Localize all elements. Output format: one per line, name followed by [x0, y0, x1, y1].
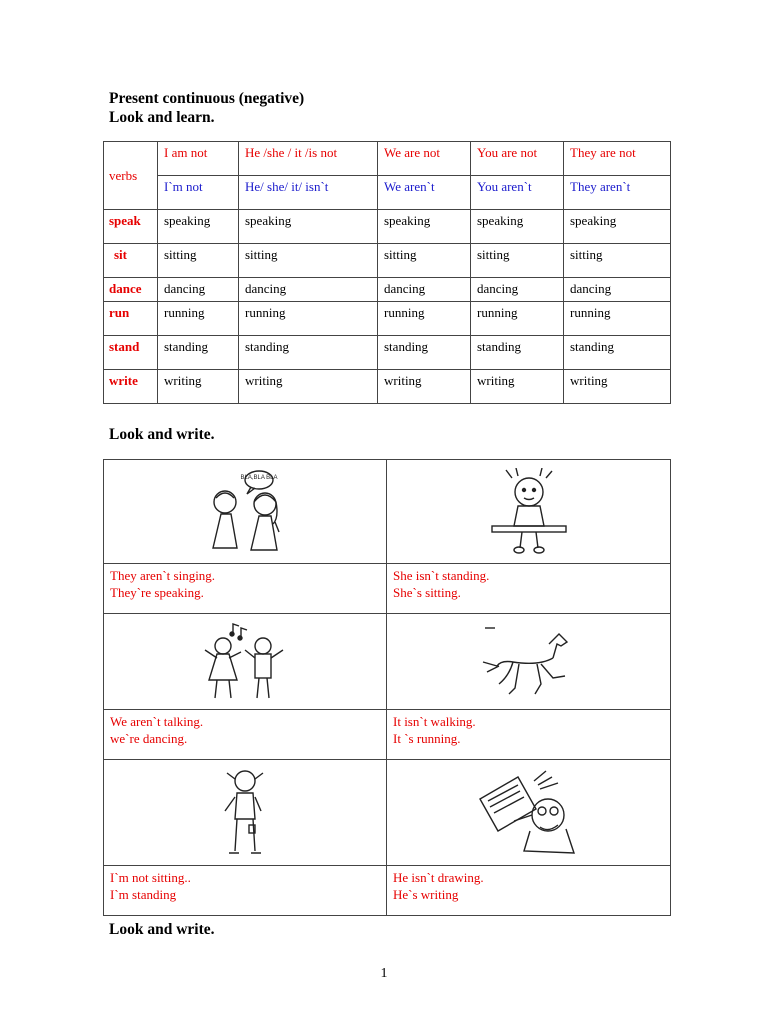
answer-cell-6 — [387, 866, 671, 916]
positive-sentence: It `s running. — [393, 731, 461, 746]
verb-row — [104, 302, 671, 336]
children-dancing-icon — [197, 622, 293, 702]
section-heading-look-and-learn: Look and learn. — [109, 109, 215, 126]
header-he-she-it-is-not: He /she / it /is not — [239, 142, 378, 176]
verb-form-cell: writing — [471, 370, 564, 404]
positive-sentence: They`re speaking. — [110, 585, 204, 600]
verb-form-cell: writing — [158, 370, 239, 404]
answer-cell-4 — [387, 710, 671, 760]
verb-form-cell: dancing — [471, 278, 564, 302]
answer-cell-3 — [104, 710, 387, 760]
verb-form-cell: standing — [158, 336, 239, 370]
section-heading-look-and-write: Look and write. — [109, 426, 215, 443]
verbs-label: verbs — [109, 168, 138, 183]
header-im-not: I`m not — [158, 176, 239, 210]
header-they-arent: They aren`t — [564, 176, 671, 210]
verb-cell: speak — [104, 210, 158, 244]
verb-form-cell: sitting — [471, 244, 564, 278]
negative-sentence: He isn`t drawing. — [393, 870, 484, 885]
positive-sentence: we`re dancing. — [110, 731, 188, 746]
verb-form-cell: writing — [564, 370, 671, 404]
verb-form-cell: dancing — [564, 278, 671, 302]
negative-sentence: We aren`t talking. — [110, 714, 204, 729]
verb-form-cell: running — [158, 302, 239, 336]
verb-form-cell: running — [471, 302, 564, 336]
verb-form-cell: standing — [564, 336, 671, 370]
header-we-are-not: We are not — [378, 142, 471, 176]
negative-sentence: It isn`t walking. — [393, 714, 476, 729]
verb-form-cell: running — [239, 302, 378, 336]
speech-bubble-text: BLA,BLA BLA — [240, 474, 278, 481]
verb-form-cell: speaking — [158, 210, 239, 244]
verb-row — [104, 210, 671, 244]
verb-form-cell: speaking — [239, 210, 378, 244]
header-i-am-not: I am not — [158, 142, 239, 176]
verb-cell: run — [104, 302, 158, 336]
negative-sentence: They aren`t singing. — [110, 568, 216, 583]
worksheet-title: Present continuous (negative) — [109, 90, 305, 107]
horse-running-icon — [479, 622, 579, 702]
verb-cell: stand — [104, 336, 158, 370]
verb-form-cell: sitting — [564, 244, 671, 278]
answer-cell-2 — [387, 564, 671, 614]
verb-form-cell: sitting — [378, 244, 471, 278]
positive-sentence: I`m standing — [110, 887, 177, 902]
header-row-full-forms — [104, 142, 671, 176]
look-and-write-grid — [103, 459, 671, 916]
verb-row — [104, 370, 671, 404]
verb-row — [104, 336, 671, 370]
man-writing-icon — [474, 769, 584, 857]
girl-sitting-icon — [484, 468, 574, 556]
verb-form-cell: writing — [239, 370, 378, 404]
header-he-she-it-isnt: He/ she/ it/ isn`t — [239, 176, 378, 210]
girl-sitting-picture — [387, 460, 671, 564]
verb-row — [104, 244, 671, 278]
answer-cell-1 — [104, 564, 387, 614]
verb-row — [104, 278, 671, 302]
positive-sentence: She`s sitting. — [393, 585, 461, 600]
verb-form-cell: writing — [378, 370, 471, 404]
negative-sentence: I`m not sitting.. — [110, 870, 191, 885]
header-they-are-not: They are not — [564, 142, 671, 176]
two-children-talking-picture — [104, 460, 387, 564]
negative-sentence: She isn`t standing. — [393, 568, 490, 583]
header-you-arent: You aren`t — [471, 176, 564, 210]
boy-standing-icon — [215, 767, 275, 859]
verb-form-cell: standing — [471, 336, 564, 370]
boy-standing-picture — [104, 760, 387, 866]
verb-form-cell: dancing — [239, 278, 378, 302]
section-heading-look-and-write-2: Look and write. — [109, 921, 215, 938]
header-you-are-not: You are not — [471, 142, 564, 176]
verb-form-cell: speaking — [564, 210, 671, 244]
verb-form-cell: sitting — [158, 244, 239, 278]
verb-form-cell: dancing — [158, 278, 239, 302]
positive-sentence: He`s writing — [393, 887, 459, 902]
verb-cell: dance — [104, 278, 158, 302]
horse-running-picture — [387, 614, 671, 710]
header-we-arent: We aren`t — [378, 176, 471, 210]
verb-form-cell: standing — [378, 336, 471, 370]
answer-cell-5 — [104, 866, 387, 916]
verb-cell: write — [104, 370, 158, 404]
children-dancing-picture — [104, 614, 387, 710]
verb-form-cell: dancing — [378, 278, 471, 302]
verb-form-cell: speaking — [471, 210, 564, 244]
conjugation-table — [103, 141, 671, 404]
two-children-talking-icon — [195, 468, 295, 556]
verb-form-cell: standing — [239, 336, 378, 370]
verb-form-cell: running — [378, 302, 471, 336]
verb-form-cell: speaking — [378, 210, 471, 244]
verb-form-cell: running — [564, 302, 671, 336]
verb-cell: sit — [104, 244, 158, 278]
verb-form-cell: sitting — [239, 244, 378, 278]
verbs-label-cell — [104, 142, 158, 210]
header-row-contractions — [104, 176, 671, 210]
man-writing-picture — [387, 760, 671, 866]
page-number: 1 — [380, 966, 388, 981]
